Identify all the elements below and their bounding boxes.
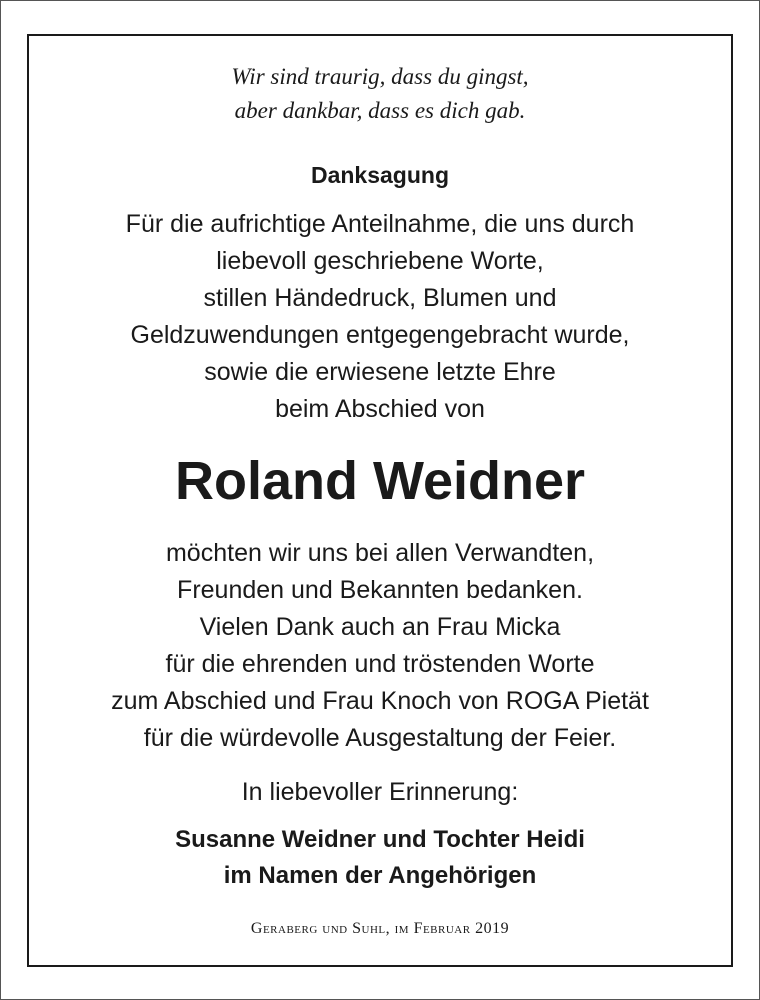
text-line: Für die aufrichtige Anteilnahme, die uns durch bbox=[125, 210, 635, 238]
text-line: für die ehrenden und tröstenden Worte bbox=[165, 650, 595, 678]
text-line: zum Abschied und Frau Knoch von ROGA Pietät bbox=[111, 687, 649, 715]
text-line: Vielen Dank auch an Frau Micka bbox=[199, 613, 561, 641]
closing-line: In liebevoller Erinnerung: bbox=[241, 778, 519, 806]
text-line: Freunden und Bekannten bedanken. bbox=[177, 576, 583, 604]
text-line: möchten wir uns bei allen Verwandten, bbox=[165, 539, 595, 567]
motto-line: aber dankbar, dass es dich gab. bbox=[234, 98, 526, 123]
motto-line: Wir sind traurig, dass du gingst, bbox=[231, 64, 529, 89]
signer-line: im Namen der Angehörigen bbox=[223, 862, 537, 889]
signers bbox=[0, 822, 760, 894]
text-line: sowie die erwiesene letzte Ehre bbox=[204, 358, 556, 386]
text-line: für die würdevolle Ausgestaltung der Feier. bbox=[143, 724, 617, 752]
thanks-paragraph-1 bbox=[0, 206, 760, 428]
text-line: liebevoll geschriebene Worte, bbox=[216, 247, 544, 275]
text-line: stillen Händedruck, Blumen und bbox=[203, 284, 557, 312]
heading-danksagung: Danksagung bbox=[310, 162, 450, 188]
signer-line: Susanne Weidner und Tochter Heidi bbox=[175, 826, 585, 853]
motto-quote bbox=[0, 60, 760, 128]
place-date: Geraberg und Suhl, im Februar 2019 bbox=[250, 920, 510, 937]
text-line: Geldzuwendungen entgegengebracht wurde, bbox=[130, 321, 630, 349]
text-line: beim Abschied von bbox=[275, 395, 485, 423]
deceased-name: Roland Weidner bbox=[174, 451, 586, 511]
thanks-paragraph-2 bbox=[0, 535, 760, 757]
